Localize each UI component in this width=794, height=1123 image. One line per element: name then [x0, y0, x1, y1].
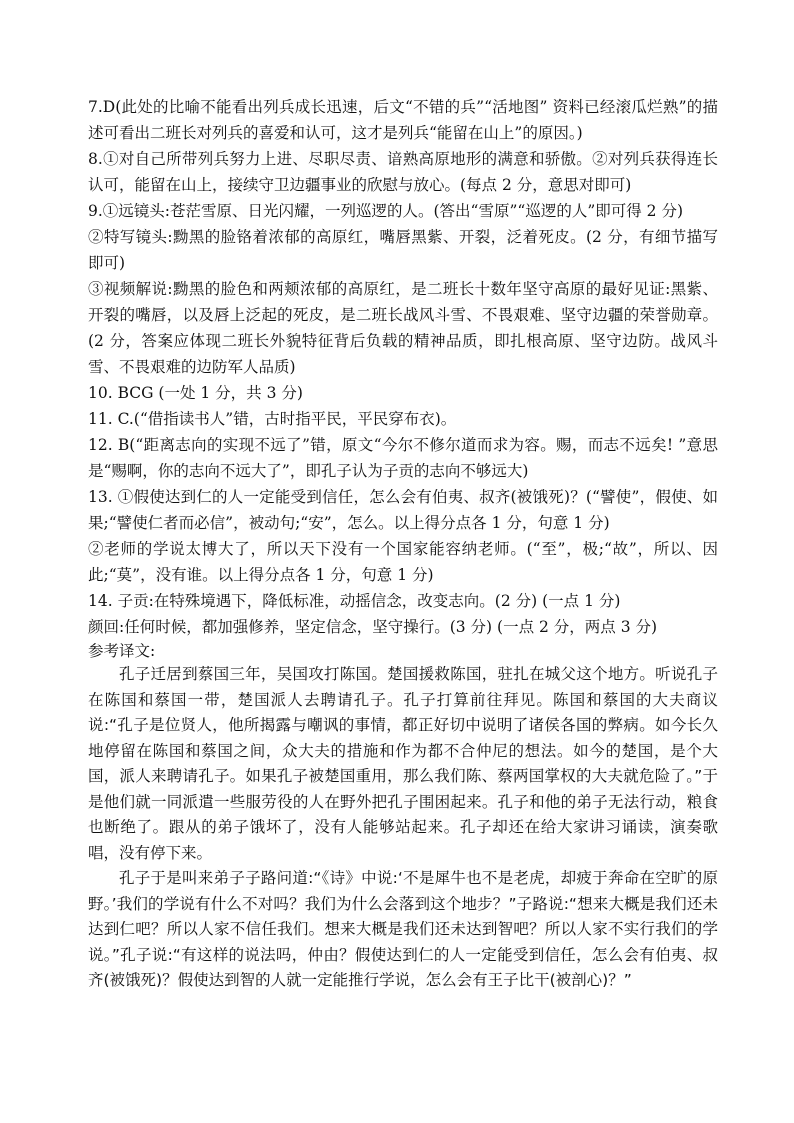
answer-8: 8.①对自己所带列兵努力上进、尽职尽责、谙熟高原地形的满意和骄傲。②对列兵获得连长认可，能留在山上，接续守卫边疆事业的欣慰与放心。(每点 2 分，意思对即可) — [88, 150, 718, 194]
answer-10: 10. BCG (一处 1 分，共 3 分) — [88, 384, 303, 402]
answer-13-1: 13. ①假使达到仁的人一定能受到信任，怎么会有伯夷、叔齐(被饿死)？(“譬使”，假使、如果;“譬使仁者而必信”，被动句;“安”，怎么。以上得分点各 1 分，句意 1 分) — [88, 488, 718, 532]
answer-14-zigong: 14. 子贡:在特殊境遇下，降低标准，动摇信念，改变志向。(2 分) (一点 1 分) — [88, 592, 621, 610]
answer-9-2: ②特写镜头:黝黑的脸铬着浓郁的高原红，嘴唇黑紫、开裂，泛着死皮。(2 分，有细节描写即可) — [88, 228, 718, 272]
answer-7: 7.D(此处的比喻不能看出列兵成长迅速，后文“不错的兵”“活地图” 资料已经滚瓜烂熟”的描述可看出二班长对列兵的喜爱和认可，这才是列兵“能留在山上”的原因。) — [88, 98, 718, 142]
answer-12: 12. B(“距离志向的实现不远了”错，原文“今尔不修尔道而求为容。赐，而志不远矣! ”意思是“赐啊，你的志向不远大了”，即孔子认为子贡的志向不够远大) — [88, 436, 718, 480]
answer-9-3: ③视频解说:黝黑的脸色和两颊浓郁的高原红，是二班长十数年坚守高原的最好见证:黑紫、开裂的嘴唇，以及唇上泛起的死皮，是二班长战风斗雪、不畏艰难、坚守边疆的荣誉勋章。(2 分，答案应体现二班长外貌特征背后负载的精神品质，即扎根高原、坚守边防。战风斗雪、不畏艰难的边防军人品质) — [88, 280, 718, 376]
translation-paragraph: 孔子于是叫来弟子子路问道:“《诗》中说:‘不是犀牛也不是老虎，却疲于奔命在空旷的原野。’我们的学说有什么不对吗？我们为什么会落到这个地步？”子路说:“想来大概是我们还未达到仁吧？所以人家不信任我们。想来大概是我们还未达到智吧？所以人家不实行我们的学说。”孔子说:“有这样的说法吗，仲由？假使达到仁的人一定能受到信任，怎么会有伯夷、叔齐(被饿死)？假使达到智的人就一定能推行学说，怎么会有王子比干(被剖心)？” — [88, 869, 718, 989]
answer-11: 11. C.(“借指读书人”错，古时指平民，平民穿布衣)。 — [88, 410, 457, 428]
answer-9-1: 9.①远镜头:苍茫雪原、日光闪耀，一列巡逻的人。(答出“雪原”“巡逻的人”即可得 2 分) — [88, 202, 684, 220]
answer-13-2: ②老师的学说太博大了，所以天下没有一个国家能容纳老师。(“至”，极;“故”，所以、因此;“莫”，没有谁。以上得分点各 1 分，句意 1 分) — [88, 540, 718, 584]
answer-key — [88, 94, 718, 994]
reference-translation-title: 参考译文: — [88, 642, 156, 660]
translation-paragraph: 孔子迁居到蔡国三年，吴国攻打陈国。楚国援救陈国，驻扎在城父这个地方。听说孔子在陈国和蔡国一带，楚国派人去聘请孔子。孔子打算前往拜见。陈国和蔡国的大夫商议说:“孔子是位贤人，他所揭露与嘲讽的事情，都正好切中说明了诸侯各国的弊病。如今长久地停留在陈国和蔡国之间，众大夫的措施和作为都不合仲尼的想法。如今的楚国，是个大国，派人来聘请孔子。如果孔子被楚国重用，那么我们陈、蔡两国掌权的大夫就危险了。”于是他们就一同派遣一些服劳役的人在野外把孔子围困起来。孔子和他的弟子无法行动，粮食也断绝了。跟从的弟子饿坏了，没有人能够站起来。孔子却还在给大家讲习诵读，演奏歌唱，没有停下来。 — [88, 665, 718, 862]
answer-14-yanhui: 颜回:任何时候，都加强修养，坚定信念，坚守操行。(3 分) (一点 2 分，两点 3 分) — [88, 618, 658, 636]
